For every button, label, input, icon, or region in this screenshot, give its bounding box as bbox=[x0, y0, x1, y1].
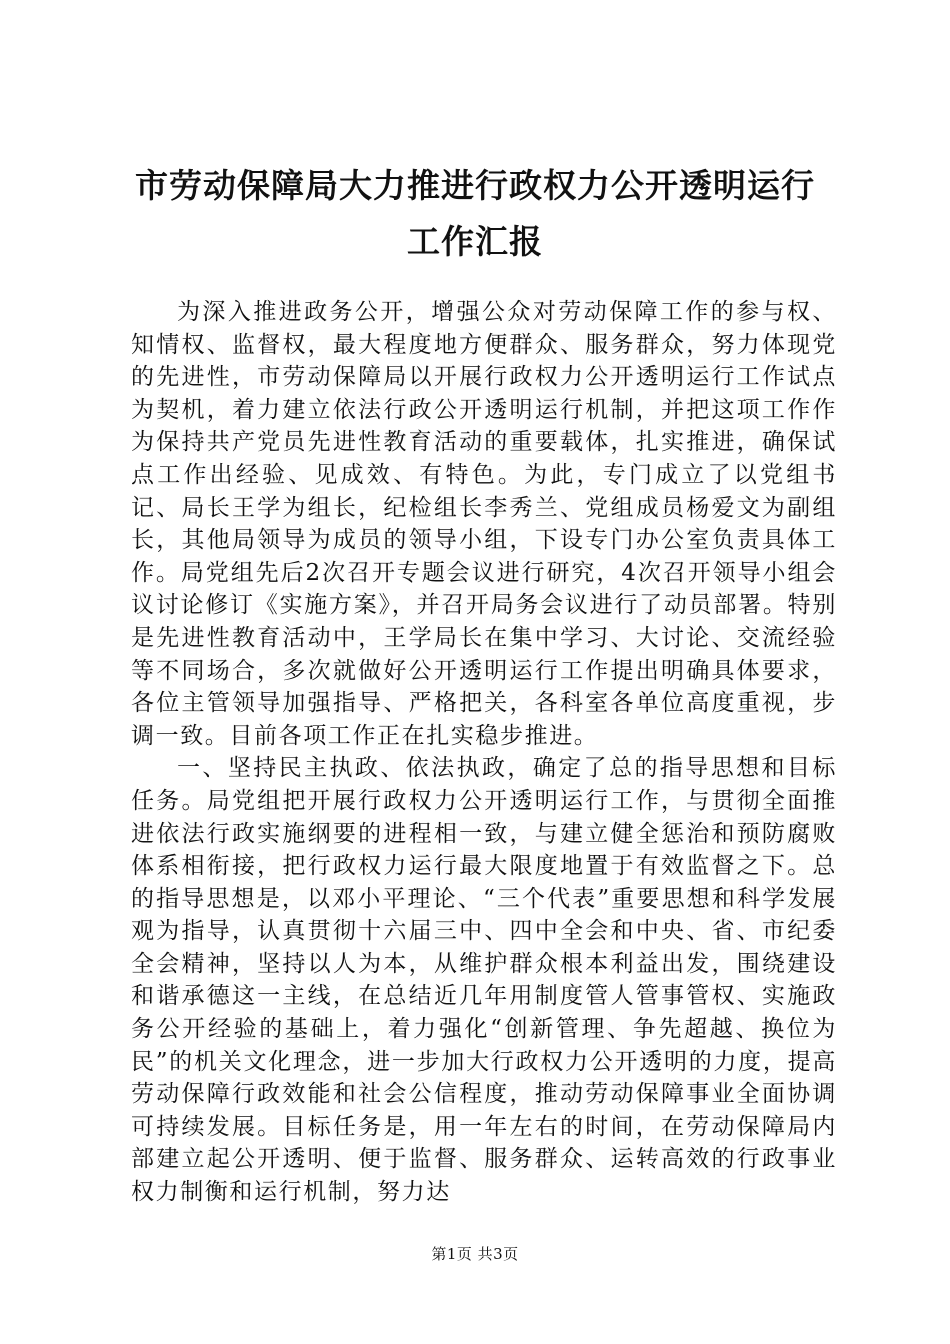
title-line-1: 市劳动保障局大力推进行政权力公开透明运行 bbox=[135, 166, 815, 205]
document-title bbox=[120, 158, 830, 270]
page-footer bbox=[0, 1244, 950, 1264]
document-body bbox=[131, 296, 837, 1209]
paragraph-intro: 为深入推进政务公开，增强公众对劳动保障工作的参与权、知情权、监督权，最大程度地方便群众、服务群众，努力体现党的先进性，市劳动保障局以开展行政权力公开透明运行工作试点为契机，着力建立依法行政公开透明运行机制，并把这项工作作为保持共产党员先进性教育活动的重要载体，扎实推进，确保试点工作出经验、见成效、有特色。为此，专门成立了以党组书记、局长王学为组长，纪检组长李秀兰、党组成员杨爱文为副组长，其他局领导为成员的领导小组，下设专门办公室负责具体工作。局党组先后2次召开专题会议进行研究，4次召开领导小组会议讨论修订《实施方案》，并召开局务会议进行了动员部署。特别是先进性教育活动中，王学局长在集中学习、大讨论、交流经验等不同场合，多次就做好公开透明运行工作提出明确具体要求，各位主管领导加强指导、严格把关，各科室各单位高度重视，步调一致。目前各项工作正在扎实稳步推进。 bbox=[131, 299, 837, 749]
paragraph-section-one: 一、坚持民主执政、依法执政，确定了总的指导思想和目标任务。局党组把开展行政权力公开透明运行工作，与贯彻全面推进依法行政实施纲要的进程相一致，与建立健全惩治和预防腐败体系相衔接，把行政权力运行最大限度地置于有效监督之下。总的指导思想是，以邓小平理论、“三个代表”重要思想和科学发展观为指导，认真贯彻十六届三中、四中全会和中央、省、市纪委全会精神，坚持以人为本，从维护群众根本利益出发，围绕建设和谐承德这一主线，在总结近几年用制度管人管事管权、实施政务公开经验的基础上，着力强化“创新管理、争先超越、换位为民”的机关文化理念，进一步加大行政权力公开透明的力度，提高劳动保障行政效能和社会公信程度，推动劳动保障事业全面协调可持续发展。目标任务是，用一年左右的时间，在劳动保障局内部建立起公开透明、便于监督、服务群众、运转高效的行政事业权力制衡和运行机制，努力达 bbox=[131, 755, 837, 1206]
title-line-2: 工作汇报 bbox=[407, 222, 543, 261]
page-number: 第1页 共3页 bbox=[431, 1245, 519, 1263]
